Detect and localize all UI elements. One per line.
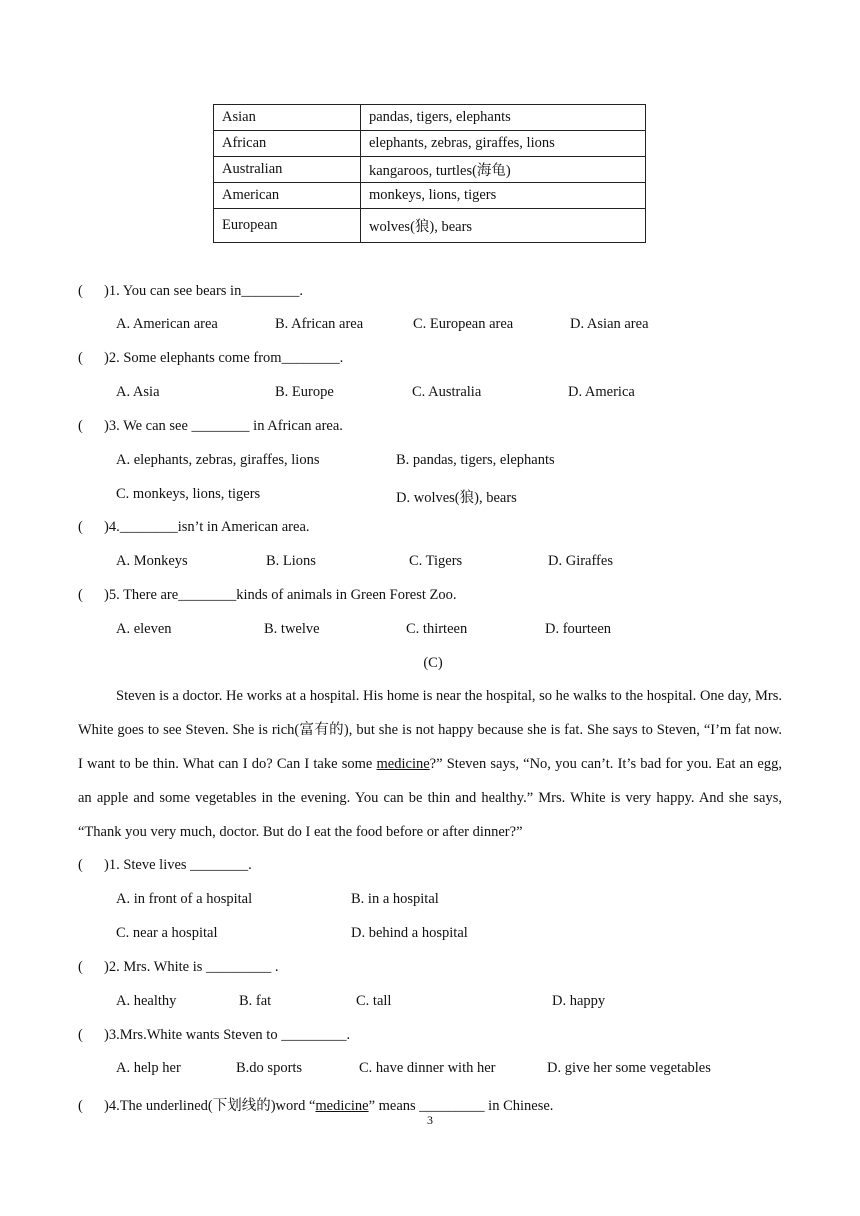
option-d: D. behind a hospital [351, 925, 468, 941]
option-b: B. African area [275, 316, 364, 332]
option-c: C. thirteen [406, 621, 468, 637]
option-d: D. America [568, 384, 635, 400]
table-row [214, 183, 646, 209]
question-c2: ( )2. Mrs. White is _________ . [78, 959, 279, 975]
area-cell: Asian [214, 105, 361, 131]
question-b3: ( )3. We can see ________ in African area. [78, 418, 343, 434]
option-c: C. European area [413, 316, 514, 332]
underlined-word: medicine [376, 756, 430, 772]
question-b4: ( )4.________isn’t in American area. [78, 519, 310, 535]
table-row [214, 209, 646, 243]
option-a: A. help her [116, 1060, 181, 1076]
option-a: A. healthy [116, 993, 177, 1009]
question-text: ” means _________ in Chinese. [368, 1098, 554, 1114]
area-cell: African [214, 131, 361, 157]
question-c1: ( )1. Steve lives ________. [78, 857, 252, 873]
question-b1: ( )1. You can see bears in________. [78, 283, 303, 299]
option-c: C. have dinner with her [359, 1060, 496, 1076]
option-d: D. fourteen [545, 621, 612, 637]
area-cell: American [214, 183, 361, 209]
question-text: )2. Mrs. White is _________ . [104, 959, 279, 975]
question-text: )4.The underlined(下划线的)word “ [104, 1098, 316, 1114]
question-b2: ( )2. Some elephants come from________. [78, 350, 344, 366]
option-a: A. elephants, zebras, giraffes, lions [116, 452, 320, 468]
question-b5: ( )5. There are________kinds of animals in Green Forest Zoo. [78, 587, 457, 603]
reading-passage [78, 679, 782, 849]
option-c: C. tall [356, 993, 392, 1009]
question-c3: ( )3.Mrs.White wants Steven to _________. [78, 1027, 351, 1043]
option-b: B. Lions [266, 553, 316, 569]
option-c: C. monkeys, lions, tigers [116, 486, 261, 502]
question-text: )5. There are________kinds of animals in Green Forest Zoo. [104, 587, 457, 603]
option-d: D. happy [552, 993, 606, 1009]
area-cell: European [214, 209, 361, 243]
option-a: A. Monkeys [116, 553, 188, 569]
question-c4: ( )4.The underlined(下划线的)word “medicine” means _________ in Chinese. [78, 1098, 554, 1114]
table-row [214, 105, 646, 131]
option-b: B. fat [239, 993, 272, 1009]
question-text: )1. Steve lives ________. [104, 857, 252, 873]
underlined-word: medicine [315, 1098, 369, 1114]
option-c: C. Tigers [409, 553, 463, 569]
option-b: B. pandas, tigers, elephants [396, 452, 555, 468]
question-text: )3.Mrs.White wants Steven to _________. [104, 1027, 351, 1043]
option-a: A. in front of a hospital [116, 891, 253, 907]
area-cell: Australian [214, 157, 361, 183]
option-d: D. wolves(狼), bears [396, 490, 517, 506]
question-text: )2. Some elephants come from________. [104, 350, 344, 366]
option-a: A. American area [116, 316, 218, 332]
passage-text: ?” Steven says, “No, you can’t. It’s bad for you. Eat an egg, an apple and some vegetables in the evening. You can be thin and healthy.” Mrs. White is very happy. And she says, “Thank you very much, doctor. But do I eat the food before or after dinner?” [78, 756, 782, 840]
table-row [214, 157, 646, 183]
animals-cell: pandas, tigers, elephants [361, 105, 646, 131]
question-text: )3. We can see ________ in African area. [104, 418, 343, 434]
question-text: )1. You can see bears in________. [104, 283, 303, 299]
option-b: B. twelve [264, 621, 320, 637]
table-row [214, 131, 646, 157]
animals-cell: kangaroos, turtles(海龟) [361, 157, 646, 183]
passage-text: Steven is a doctor. He works at a hospital. His home is near the hospital, so he walks to the hospital. One day, Mrs. White goes to see Steven. She is rich(富有的), but she is not happy because she is fat. She says to Steven, “I’m fat now. I want to be thin. What can I do? Can I take some [78, 688, 782, 772]
option-c: C. near a hospital [116, 925, 218, 941]
section-heading-c: (C) [423, 655, 443, 671]
zoo-area-table [213, 104, 646, 243]
question-text: )4.________isn’t in American area. [104, 519, 310, 535]
option-b: B. Europe [275, 384, 334, 400]
option-d: D. Giraffes [548, 553, 613, 569]
animals-cell: monkeys, lions, tigers [361, 183, 646, 209]
option-a: A. Asia [116, 384, 160, 400]
option-c: C. Australia [412, 384, 482, 400]
option-b: B. in a hospital [351, 891, 439, 907]
option-d: D. give her some vegetables [547, 1060, 711, 1076]
option-b: B.do sports [236, 1060, 303, 1076]
animals-cell: wolves(狼), bears [361, 209, 646, 243]
option-a: A. eleven [116, 621, 172, 637]
animals-cell: elephants, zebras, giraffes, lions [361, 131, 646, 157]
option-d: D. Asian area [570, 316, 649, 332]
page-number: 3 [427, 1113, 433, 1127]
